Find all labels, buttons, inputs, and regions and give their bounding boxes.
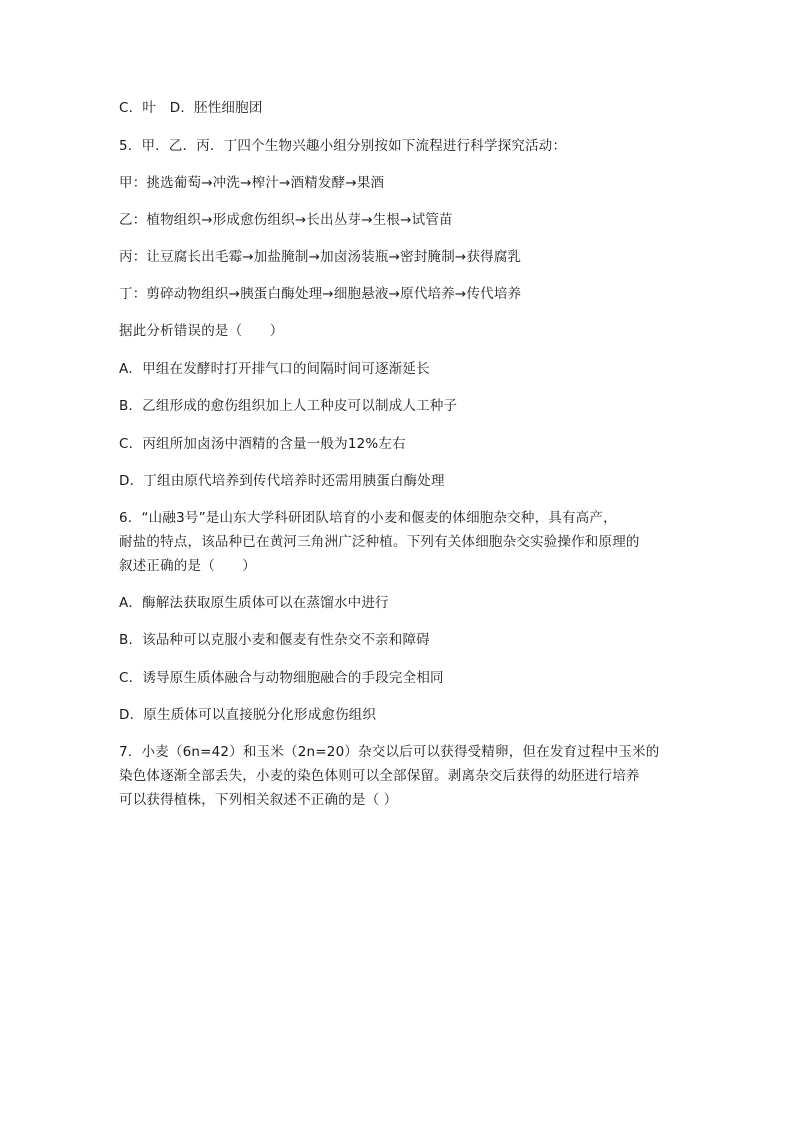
q5-option-c: C．丙组所加卤汤中酒精的含量一般为12%左右 [119, 436, 406, 452]
option-c-d-q4: C．叶 D．胚性细胞团 [119, 100, 263, 116]
question-6-stem-line1: 6．“山融3号”是山东大学科研团队培育的小麦和偃麦的体细胞杂交种，具有高产， [119, 510, 617, 526]
question-5-prompt: 据此分析错误的是（ ） [119, 323, 284, 339]
flow-bing: 丙：让豆腐长出毛霉→加盐腌制→加卤汤装瓶→密封腌制→获得腐乳 [119, 249, 522, 265]
question-7-stem-line2: 染色体逐渐全部丢失，小麦的染色体则可以全部保留。剥离杂交后获得的幼胚进行培养 [119, 768, 640, 784]
question-5-stem: 5．甲．乙．丙．丁四个生物兴趣小组分别按如下流程进行科学探究活动： [119, 138, 567, 154]
q6-option-c: C．诱导原生质体融合与动物细胞融合的手段完全相同 [119, 670, 444, 686]
question-7-stem-line1: 7．小麦（6n=42）和玉米（2n=20）杂交以后可以获得受精卵，但在发育过程中玉米的 [119, 744, 660, 760]
q5-option-b: B．乙组形成的愈伤组织加上人工种皮可以制成人工种子 [119, 398, 458, 414]
q6-option-b: B．该品种可以克服小麦和偃麦有性杂交不亲和障碍 [119, 632, 430, 648]
question-6-stem-line2: 耐盐的特点，该品种已在黄河三角洲广泛种植。下列有关体细胞杂交实验操作和原理的 [119, 534, 640, 550]
q6-option-d: D．原生质体可以直接脱分化形成愈伤组织 [119, 707, 377, 723]
question-7-stem-line3: 可以获得植株，下列相关叙述不正确的是（ ） [119, 792, 398, 808]
flow-ding: 丁：剪碎动物组织→胰蛋白酶处理→细胞悬液→原代培养→传代培养 [119, 286, 522, 302]
q6-option-a: A．酶解法获取原生质体可以在蒸馏水中进行 [119, 595, 389, 611]
q5-option-d: D．丁组由原代培养到传代培养时还需用胰蛋白酶处理 [119, 473, 445, 489]
flow-yi: 乙：植物组织→形成愈伤组织→长出丛芽→生根→试管苗 [119, 212, 453, 228]
q5-option-a: A．甲组在发酵时打开排气口的间隔时间可逐渐延长 [119, 361, 430, 377]
question-6-stem-line3: 叙述正确的是（ ） [119, 558, 256, 574]
flow-jia: 甲：挑选葡萄→冲洗→榨汁→酒精发酵→果酒 [119, 175, 385, 191]
